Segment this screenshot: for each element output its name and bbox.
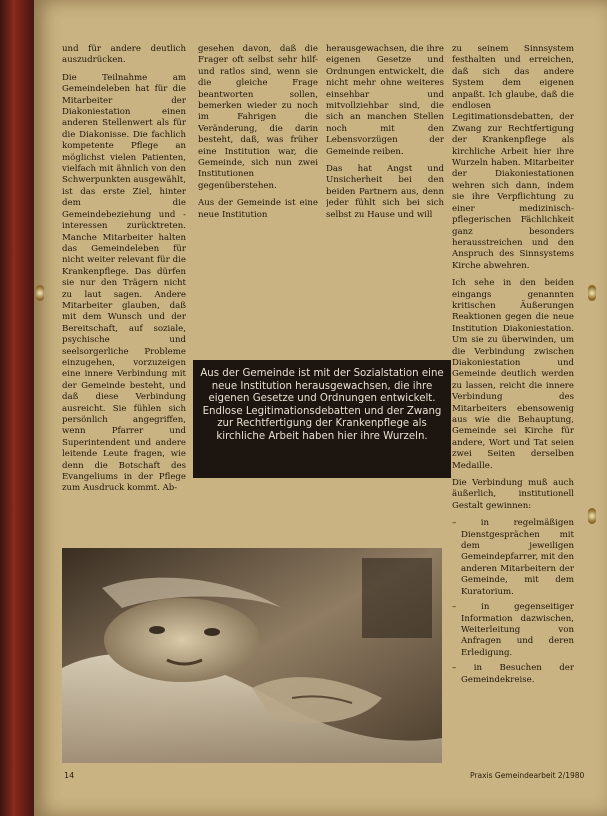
col3-paragraph: Das hat Angst und Unsicherheit bei den beiden Partnern aus, denn jeder fühlt sich bei sich selbst zu Hause und will: [326, 164, 444, 220]
pull-quote-text: Aus der Gemeinde ist mit der Sozialstation eine neue Institution herausgewachsen, die ihre eigenen Gesetze und Ordnungen entwickelt. Endlose Legitimationsdebatten und der Zwang zur Rechtfertigung der Krankenpflege als kirchliche Arbeit haben hier ihre Wurzeln.: [200, 368, 444, 442]
footer-source: Praxis Gemeindearbeit 2/1980: [470, 771, 585, 780]
right-page-marker-icon: [588, 285, 596, 301]
right-page-marker-icon-lower: [588, 508, 596, 524]
col4-paragraph: Die Verbindung muß auch äußerlich, institutionell Gestalt gewinnen:: [452, 478, 574, 511]
pull-quote-box: [193, 360, 451, 478]
list-item: – in regelmäßigen Dienstgesprächen mit dem jeweiligen Gemeindepfarrer, mit den anderen Mitarbeitern der Gemeinde, mit dem Kuratorium.: [452, 518, 574, 598]
col1-paragraph: und für andere deutlich auszudrücken.: [62, 44, 186, 66]
col1-paragraph: Die Teilnahme am Gemeindeleben hat für die Mitarbeiter der Diakoniestation einen anderen Stellenwert als für die Diakonisse. Die fachlich kompetente Pflege an möglichst vielen Patienten, vielfach mit ähnlich von den Schwerpunkten ausgewählt, ist das erste Ziel, hinter dem die Gemeindebeziehung und -interessen zurücktreten. Manche Mitarbeiter halten das Gemeindeleben für nicht weiter relevant für die Krankenpflege. Das dürfen sie nur den Trägern nicht zu laut sagen. Andere Mitarbeiter glauben, daß mit dem Wunsch und der Bereitschaft, auf soziale, psychische und seelsorgerliche Probleme einzugehen, vorzuzeigen eine innere Verbindung mit der Gemeinde besteht, und daß diese Verbindung ausreicht. Sie fühlen sich persönlich angegriffen, wenn Pfarrer und Superintendent und andere leitende Leute fragen, wie denn die Botschaft des Evangeliums in der Pflege zum Ausdruck kommt. Ab-: [62, 72, 186, 494]
list-item: – in Besuchen der Gemeindekreise.: [452, 663, 574, 686]
col3-paragraph: herausgewachsen, die ihre eigenen Gesetze und Ordnungen entwickelt, die nicht mehr ohne weiteres einsehbar und mitvollziehbar sind, die sich an manchen Stellen noch mit den Lebensvorzügen der Gemeinde reiben.: [326, 44, 444, 157]
page-number: 14: [64, 771, 75, 780]
list-item: – in gegenseitiger Information dazwischen, Weiterleitung von Anfragen und deren Erledigung.: [452, 602, 574, 659]
text-column-3: [326, 44, 444, 244]
care-photo-illustration: [62, 548, 442, 763]
col4-paragraph: zu seinem Sinnsystem festhalten und erreichen, daß sich das andere System dem eigenen anpaßt. Ich glaube, daß die endlosen Legitimationsdebatten, der Zwang zur Rechtfertigung der Krankenpflege als kirchliche Arbeit hier ihre Wurzeln haben. Mitarbeiter der Diakoniestationen wehren sich dann, indem sie ihre Verpflichtung zu einer medizinisch-pflegerischen Fächlichkeit ganz besonders herausstreichen und den Anspruch des Sinnsystems Kirche abwehren.: [452, 44, 574, 271]
left-page-marker-icon: [36, 285, 44, 301]
text-column-2: [198, 44, 318, 244]
col2-paragraph: gesehen davon, daß die Frager oft selbst sehr hilf- und ratlos sind, wenn sie die gleiche Frage beantworten sollen, bemerken wieder zu noch im Fahrigen die Veränderung, die darin besteht, daß, was früher eine Institution war, die Gemeinde, sich nun zwei Institutionen gegenüberstehen.: [198, 44, 318, 191]
text-column-4: [452, 44, 574, 764]
text-column-1: [62, 44, 186, 564]
col4-paragraph: Ich sehe in den beiden eingangs genannten kritischen Äußerungen Reaktionen gegen die neue Institution Diakoniestation. Um sie zu überwinden, um die Verbindung zwischen Diakoniestation und Gemeinde deutlich werden zu lassen, reicht die innere Verbindung des Mitarbeiters ebensowenig aus wie die Behauptung, Gemeinde sei Kirche für andere, Wort und Tat seien zwei Seiten derselben Medaille.: [452, 278, 574, 471]
care-photo: [62, 548, 442, 763]
col4-list: [452, 518, 574, 686]
col2-paragraph: Aus der Gemeinde ist eine neue Institution: [198, 198, 318, 220]
